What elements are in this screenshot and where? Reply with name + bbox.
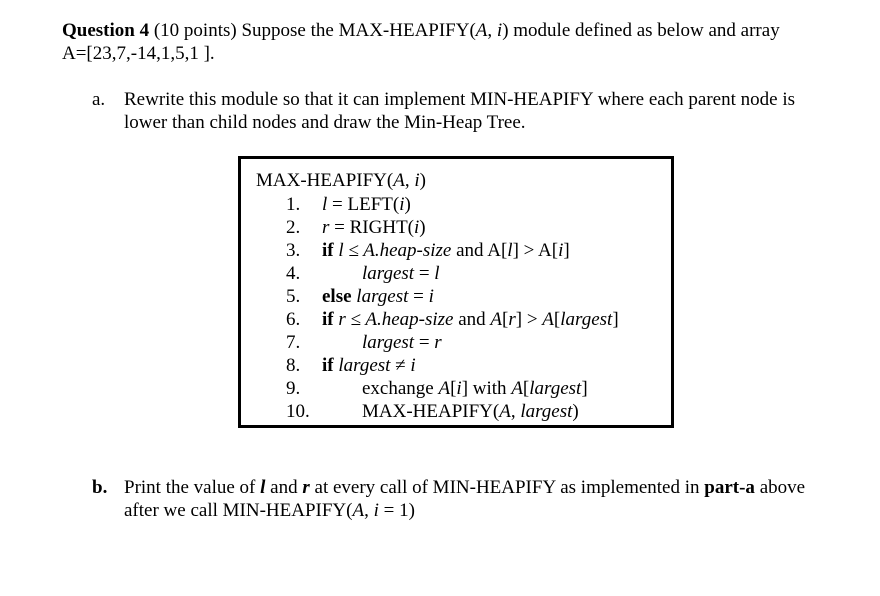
pseudocode-token: ) <box>404 194 411 215</box>
pseudocode-line-text <box>322 354 416 377</box>
pseudocode-token: A <box>499 401 511 422</box>
pseudocode-line-number: 10. <box>286 401 310 422</box>
pseudocode-token: largest <box>362 332 415 353</box>
pseudocode-token: and <box>453 309 491 330</box>
pseudocode-line-text <box>322 193 411 216</box>
pseudocode-token: largest <box>520 401 573 422</box>
pseudocode-token: = RIGHT( <box>329 217 414 238</box>
pseudocode-line-text <box>322 285 434 308</box>
pseudocode-token: largest <box>560 309 613 330</box>
pseudocode-token: MAX-HEAPIFY( <box>362 401 500 422</box>
part-b-var-l: l <box>260 477 266 498</box>
part-a-body <box>124 88 862 134</box>
pseudocode-token: ] > A[ <box>512 240 559 261</box>
pseudocode-token: [ <box>522 378 530 399</box>
pseudocode-token: if <box>322 309 339 330</box>
pseudocode-token: if <box>322 355 339 376</box>
pseudocode-token: exchange <box>362 378 439 399</box>
pseudocode-token: ) <box>419 217 426 238</box>
pseudocode-token: = <box>414 263 435 284</box>
pseudocode-token: ] <box>563 240 570 261</box>
pseudocode-token: else <box>322 286 357 307</box>
pseudocode-line-number: 7. <box>286 332 301 353</box>
pseudocode-token: if <box>322 240 339 261</box>
pseudocode-token: l <box>434 263 440 284</box>
question-text: Suppose the MAX-HEAPIFY( <box>241 20 476 41</box>
pseudocode-token: ] <box>581 378 588 399</box>
pseudocode-line-text <box>362 262 440 285</box>
pseudocode-token: i <box>456 378 462 399</box>
pseudocode-token: ] with <box>461 378 512 399</box>
question-line-1 <box>62 19 852 42</box>
part-b-sep: , <box>364 500 374 521</box>
pseudocode-token: r <box>322 217 330 238</box>
question-header <box>62 19 852 65</box>
pseudocode-token: i <box>558 240 564 261</box>
pseudocode-token: i <box>428 286 434 307</box>
pseudocode-token: largest <box>529 378 582 399</box>
question-comma: , <box>487 20 497 41</box>
part-a <box>92 88 862 134</box>
question-points: (10 points) <box>153 20 237 41</box>
pseudocode-line-number: 3. <box>286 240 301 261</box>
pseudocode-token: A <box>542 309 554 330</box>
part-b-arg-a: A <box>352 500 365 521</box>
part-b-call-end: = 1) <box>378 500 415 521</box>
part-b-and: and <box>265 477 303 498</box>
pseudocode-token: i <box>414 217 420 238</box>
pseudocode-token: A <box>511 378 523 399</box>
pseudocode-line-number: 5. <box>286 286 301 307</box>
pseudocode-token: i <box>410 355 416 376</box>
pseudocode-line-text <box>322 308 619 331</box>
pseudocode-box <box>238 156 674 428</box>
pseudocode-line-text <box>362 377 588 400</box>
pseudocode-token: l ≤ A.heap-size <box>338 240 452 261</box>
part-a-line-1: Rewrite this module so that it can implement MIN-HEAPIFY where each parent node is <box>124 89 795 110</box>
pseudocode-line-number: 2. <box>286 217 301 238</box>
pseudocode-token: = <box>408 286 429 307</box>
part-b-line-1 <box>124 476 862 499</box>
pseudocode-token: l <box>322 194 328 215</box>
part-a-line-2: lower than child nodes and draw the Min-Heap Tree. <box>124 112 526 133</box>
question-array: A=[23,7,-14,1,5,1 ]. <box>62 43 215 64</box>
part-b <box>92 476 862 522</box>
pseudocode-line-number: 6. <box>286 309 301 330</box>
part-a-letter: a. <box>92 89 106 110</box>
pseudocode-line-number: 1. <box>286 194 301 215</box>
pseudocode-line-text <box>362 331 442 354</box>
part-b-var-r: r <box>302 477 310 498</box>
pseudocode-line-number: 4. <box>286 263 301 284</box>
pseudocode-line-number: 9. <box>286 378 301 399</box>
question-arg-i: i <box>496 20 503 41</box>
pseudocode-title-end: ) <box>419 170 426 191</box>
pseudocode-token: ≠ <box>390 355 411 376</box>
pseudocode-token: = <box>414 332 435 353</box>
question-arg-a: A <box>475 20 488 41</box>
pseudocode-token: [ <box>553 309 561 330</box>
pseudocode-token: , <box>510 401 521 422</box>
pseudocode-title-fn: MAX-HEAPIFY( <box>256 170 394 191</box>
pseudocode-title <box>256 169 426 192</box>
pseudocode-token: = LEFT( <box>327 194 400 215</box>
part-b-part-ref: part-a <box>704 477 755 498</box>
pseudocode-line-number: 8. <box>286 355 301 376</box>
pseudocode-token: and A[ <box>451 240 508 261</box>
question-number: Question 4 <box>62 20 150 41</box>
pseudocode-line-text <box>322 216 426 239</box>
part-b-text-c: above <box>754 477 806 498</box>
pseudocode-line-text <box>322 239 570 262</box>
pseudocode-line-text <box>362 400 579 423</box>
pseudocode-token: largest <box>356 286 409 307</box>
pseudocode-token: ] > <box>515 309 543 330</box>
pseudocode-title-arg-a: A <box>393 170 405 191</box>
pseudocode-token: r <box>508 309 516 330</box>
pseudocode-token: [ <box>450 378 457 399</box>
pseudocode-token: ] <box>612 309 619 330</box>
pseudocode-token: l <box>507 240 513 261</box>
pseudocode-title-sep: , <box>404 170 415 191</box>
pseudocode-token: ) <box>572 401 579 422</box>
question-text-end: ) module defined as below and array <box>502 20 780 41</box>
part-b-text-a: Print the value of <box>124 477 261 498</box>
pseudocode-token: i <box>399 194 405 215</box>
pseudocode-token: A <box>438 378 451 399</box>
pseudocode-title-arg-i: i <box>414 170 420 191</box>
part-b-line-2 <box>124 499 862 522</box>
pseudocode-token: r ≤ A.heap-size <box>338 309 454 330</box>
pseudocode-token: r <box>434 332 442 353</box>
pseudocode-token: A <box>490 309 503 330</box>
part-b-arg-i: i <box>373 500 379 521</box>
part-b-text-b: at every call of MIN-HEAPIFY as implemented in <box>309 477 705 498</box>
part-b-body <box>124 476 862 522</box>
pseudocode-token: largest <box>338 355 391 376</box>
pseudocode-token: [ <box>502 309 509 330</box>
pseudocode-token: largest <box>362 263 415 284</box>
part-b-call: after we call MIN-HEAPIFY( <box>124 500 353 521</box>
part-b-letter: b. <box>92 477 108 498</box>
